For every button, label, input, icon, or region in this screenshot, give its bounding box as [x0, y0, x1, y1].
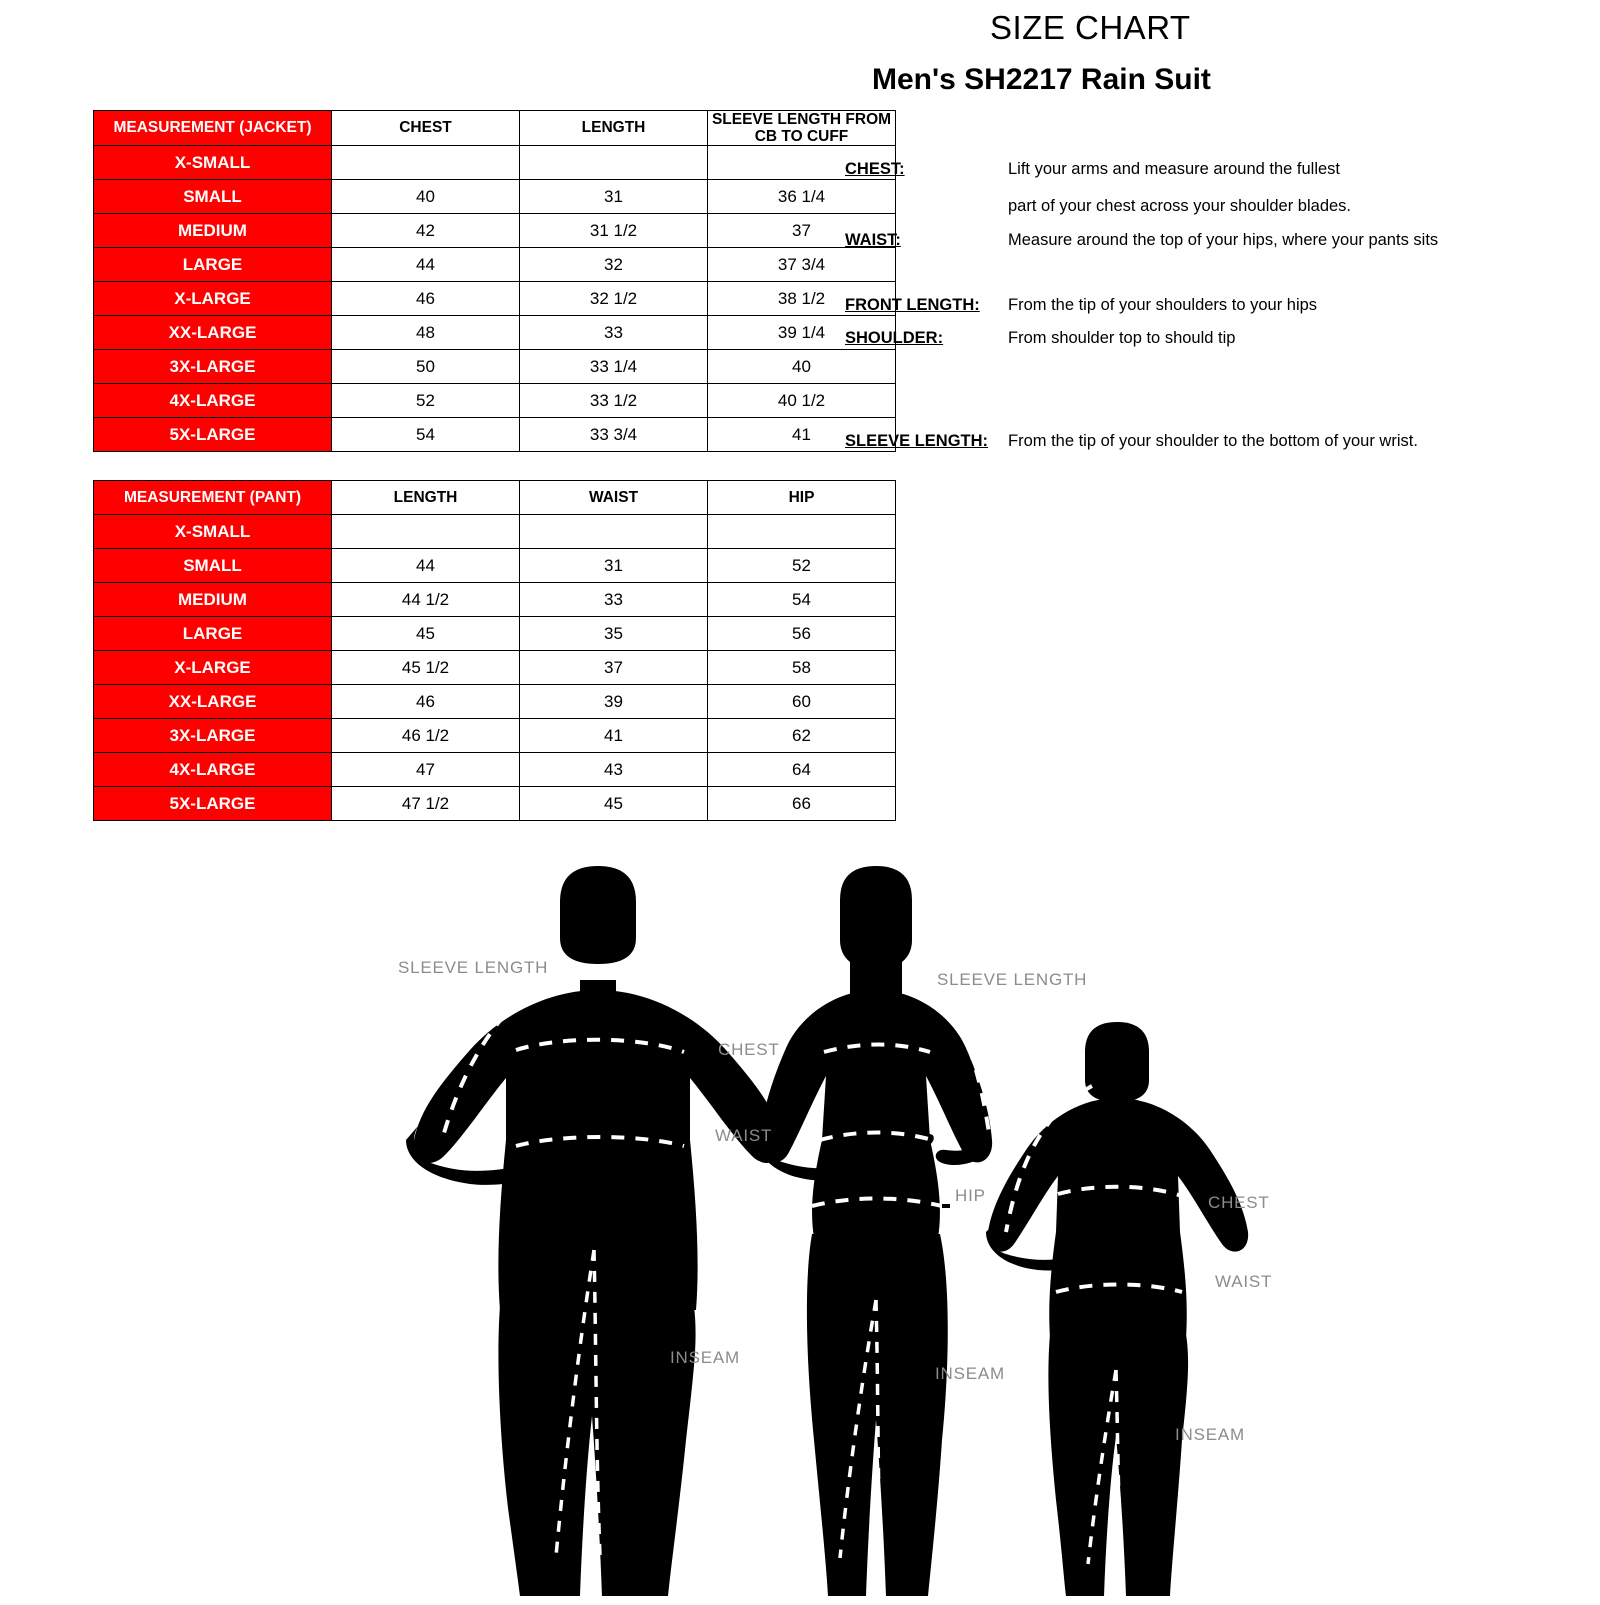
- jacket-size-label: X-SMALL: [94, 146, 332, 180]
- pant-hip-value: 56: [708, 617, 896, 651]
- pant-size-label: SMALL: [94, 549, 332, 583]
- pant-size-label: X-LARGE: [94, 651, 332, 685]
- jacket-chest-value: 48: [332, 316, 520, 350]
- child-figure: [986, 1022, 1248, 1596]
- pant-size-label: LARGE: [94, 617, 332, 651]
- page-title: SIZE CHART: [990, 9, 1191, 46]
- pant-waist-value: 31: [520, 549, 708, 583]
- definition-description: From the tip of your shoulders to your hips: [1008, 296, 1318, 314]
- jacket-length-value: 31: [520, 180, 708, 214]
- jacket-sleeve-value: 41: [708, 418, 896, 452]
- chart-header: [860, 6, 1580, 102]
- table-row: [94, 583, 896, 617]
- pant-length-value: 45: [332, 617, 520, 651]
- definition-description: From shoulder top to should tip: [1008, 329, 1236, 347]
- pant-waist-value: 35: [520, 617, 708, 651]
- jacket-sleeve-value: 37 3/4: [708, 248, 896, 282]
- table-row: [94, 248, 896, 282]
- jacket-size-label: SMALL: [94, 180, 332, 214]
- jacket-chest-value: [332, 146, 520, 180]
- pant-length-value: 44: [332, 549, 520, 583]
- child-inseam-label: INSEAM: [1175, 1425, 1245, 1444]
- pant-length-value: 46 1/2: [332, 719, 520, 753]
- pant-hip-value: 60: [708, 685, 896, 719]
- table-row: [94, 685, 896, 719]
- definition-description: From the tip of your shoulder to the bottom of your wrist.: [1008, 432, 1418, 450]
- jacket-chest-value: 52: [332, 384, 520, 418]
- jacket-chest-value: 54: [332, 418, 520, 452]
- jacket-sleeve-value: 37: [708, 214, 896, 248]
- woman-inseam-label: INSEAM: [935, 1364, 1005, 1383]
- table-row: [94, 515, 896, 549]
- jacket-length-value: 33 1/2: [520, 384, 708, 418]
- jacket-size-label: 5X-LARGE: [94, 418, 332, 452]
- product-title: Men's SH2217 Rain Suit: [872, 63, 1211, 96]
- jacket-length-value: 33 3/4: [520, 418, 708, 452]
- jacket-sleeve-value: 36 1/4: [708, 180, 896, 214]
- table-row: [94, 753, 896, 787]
- pant-waist-value: 41: [520, 719, 708, 753]
- jacket-chest-value: 44: [332, 248, 520, 282]
- jacket-length-value: 33: [520, 316, 708, 350]
- jacket-measurement-header: MEASUREMENT (JACKET): [94, 111, 332, 146]
- woman-sleeve-length-label: SLEEVE LENGTH: [937, 970, 1088, 989]
- jacket-size-label: 3X-LARGE: [94, 350, 332, 384]
- man-chest-label: CHEST: [718, 1040, 780, 1059]
- pant-hip-value: 64: [708, 753, 896, 787]
- table-row: [94, 282, 896, 316]
- pant-length-value: 44 1/2: [332, 583, 520, 617]
- pant-waist-header: WAIST: [520, 481, 708, 515]
- jacket-chest-value: 42: [332, 214, 520, 248]
- pant-size-label: X-SMALL: [94, 515, 332, 549]
- pant-hip-value: 62: [708, 719, 896, 753]
- man-sleeve-length-label: SLEEVE LENGTH: [398, 958, 549, 977]
- jacket-length-value: [520, 146, 708, 180]
- figures-svg: [0, 840, 1600, 1600]
- jacket-chest-value: 40: [332, 180, 520, 214]
- definition-term: FRONT LENGTH:: [845, 296, 980, 314]
- table-row: [94, 316, 896, 350]
- table-row: [94, 146, 896, 180]
- pant-length-value: 47: [332, 753, 520, 787]
- jacket-chest-value: 50: [332, 350, 520, 384]
- pant-waist-value: 43: [520, 753, 708, 787]
- jacket-sleeve-value: 40: [708, 350, 896, 384]
- definition-term: CHEST:: [845, 160, 905, 178]
- jacket-length-value: 32 1/2: [520, 282, 708, 316]
- jacket-sleeve-header-line2: CB TO CUFF: [754, 128, 849, 145]
- jacket-sleeve-value: 40 1/2: [708, 384, 896, 418]
- pant-length-value: 47 1/2: [332, 787, 520, 821]
- jacket-length-value: 32: [520, 248, 708, 282]
- pant-size-label: 3X-LARGE: [94, 719, 332, 753]
- pant-size-label: MEDIUM: [94, 583, 332, 617]
- table-row: [94, 651, 896, 685]
- jacket-sleeve-value: 39 1/4: [708, 316, 896, 350]
- pant-size-table: [93, 480, 896, 821]
- pant-hip-value: 52: [708, 549, 896, 583]
- definition-term: SHOULDER:: [845, 329, 944, 347]
- jacket-size-label: XX-LARGE: [94, 316, 332, 350]
- jacket-sleeve-value: 38 1/2: [708, 282, 896, 316]
- pant-length-header: LENGTH: [332, 481, 520, 515]
- pant-size-label: 5X-LARGE: [94, 787, 332, 821]
- pant-hip-header: HIP: [708, 481, 896, 515]
- man-inseam-label: INSEAM: [670, 1348, 740, 1367]
- table-row: [94, 214, 896, 248]
- table-header-row: [94, 111, 896, 146]
- pant-size-label: 4X-LARGE: [94, 753, 332, 787]
- pant-hip-value: [708, 515, 896, 549]
- jacket-size-label: LARGE: [94, 248, 332, 282]
- jacket-chest-value: 46: [332, 282, 520, 316]
- pant-hip-value: 54: [708, 583, 896, 617]
- child-chest-label: CHEST: [1208, 1193, 1270, 1212]
- definition-description: Measure around the top of your hips, where your pants sits: [1008, 231, 1439, 249]
- jacket-length-value: 33 1/4: [520, 350, 708, 384]
- pant-hip-value: 58: [708, 651, 896, 685]
- definition-term: WAIST:: [845, 231, 901, 249]
- pant-waist-value: 37: [520, 651, 708, 685]
- pant-waist-value: [520, 515, 708, 549]
- jacket-size-table: [93, 110, 896, 452]
- definition-term: SLEEVE LENGTH:: [845, 432, 989, 450]
- table-row: [94, 617, 896, 651]
- jacket-length-value: 31 1/2: [520, 214, 708, 248]
- jacket-chest-header: CHEST: [332, 111, 520, 146]
- pant-length-value: 46: [332, 685, 520, 719]
- pant-waist-value: 33: [520, 583, 708, 617]
- pant-waist-value: 45: [520, 787, 708, 821]
- jacket-size-label: 4X-LARGE: [94, 384, 332, 418]
- pant-length-value: 45 1/2: [332, 651, 520, 685]
- child-waist-label: WAIST: [1215, 1272, 1273, 1291]
- jacket-sleeve-header: [708, 111, 896, 146]
- pant-measurement-header: MEASUREMENT (PANT): [94, 481, 332, 515]
- pant-length-value: [332, 515, 520, 549]
- pant-hip-value: 66: [708, 787, 896, 821]
- definition-description: Lift your arms and measure around the fullest: [1008, 160, 1341, 178]
- pant-waist-value: 39: [520, 685, 708, 719]
- body-measurement-figures: [0, 840, 1600, 1600]
- table-row: [94, 719, 896, 753]
- table-row: [94, 787, 896, 821]
- table-row: [94, 384, 896, 418]
- table-row: [94, 549, 896, 583]
- jacket-sleeve-header-line1: SLEEVE LENGTH FROM: [711, 111, 892, 128]
- jacket-size-label: X-LARGE: [94, 282, 332, 316]
- table-row: [94, 418, 896, 452]
- jacket-size-label: MEDIUM: [94, 214, 332, 248]
- definition-description-cont: part of your chest across your shoulder blades.: [1008, 197, 1352, 215]
- table-header-row: [94, 481, 896, 515]
- table-row: [94, 180, 896, 214]
- pant-size-label: XX-LARGE: [94, 685, 332, 719]
- woman-hip-label: HIP: [955, 1186, 986, 1205]
- jacket-length-header: LENGTH: [520, 111, 708, 146]
- man-waist-label: WAIST: [715, 1126, 773, 1145]
- table-row: [94, 350, 896, 384]
